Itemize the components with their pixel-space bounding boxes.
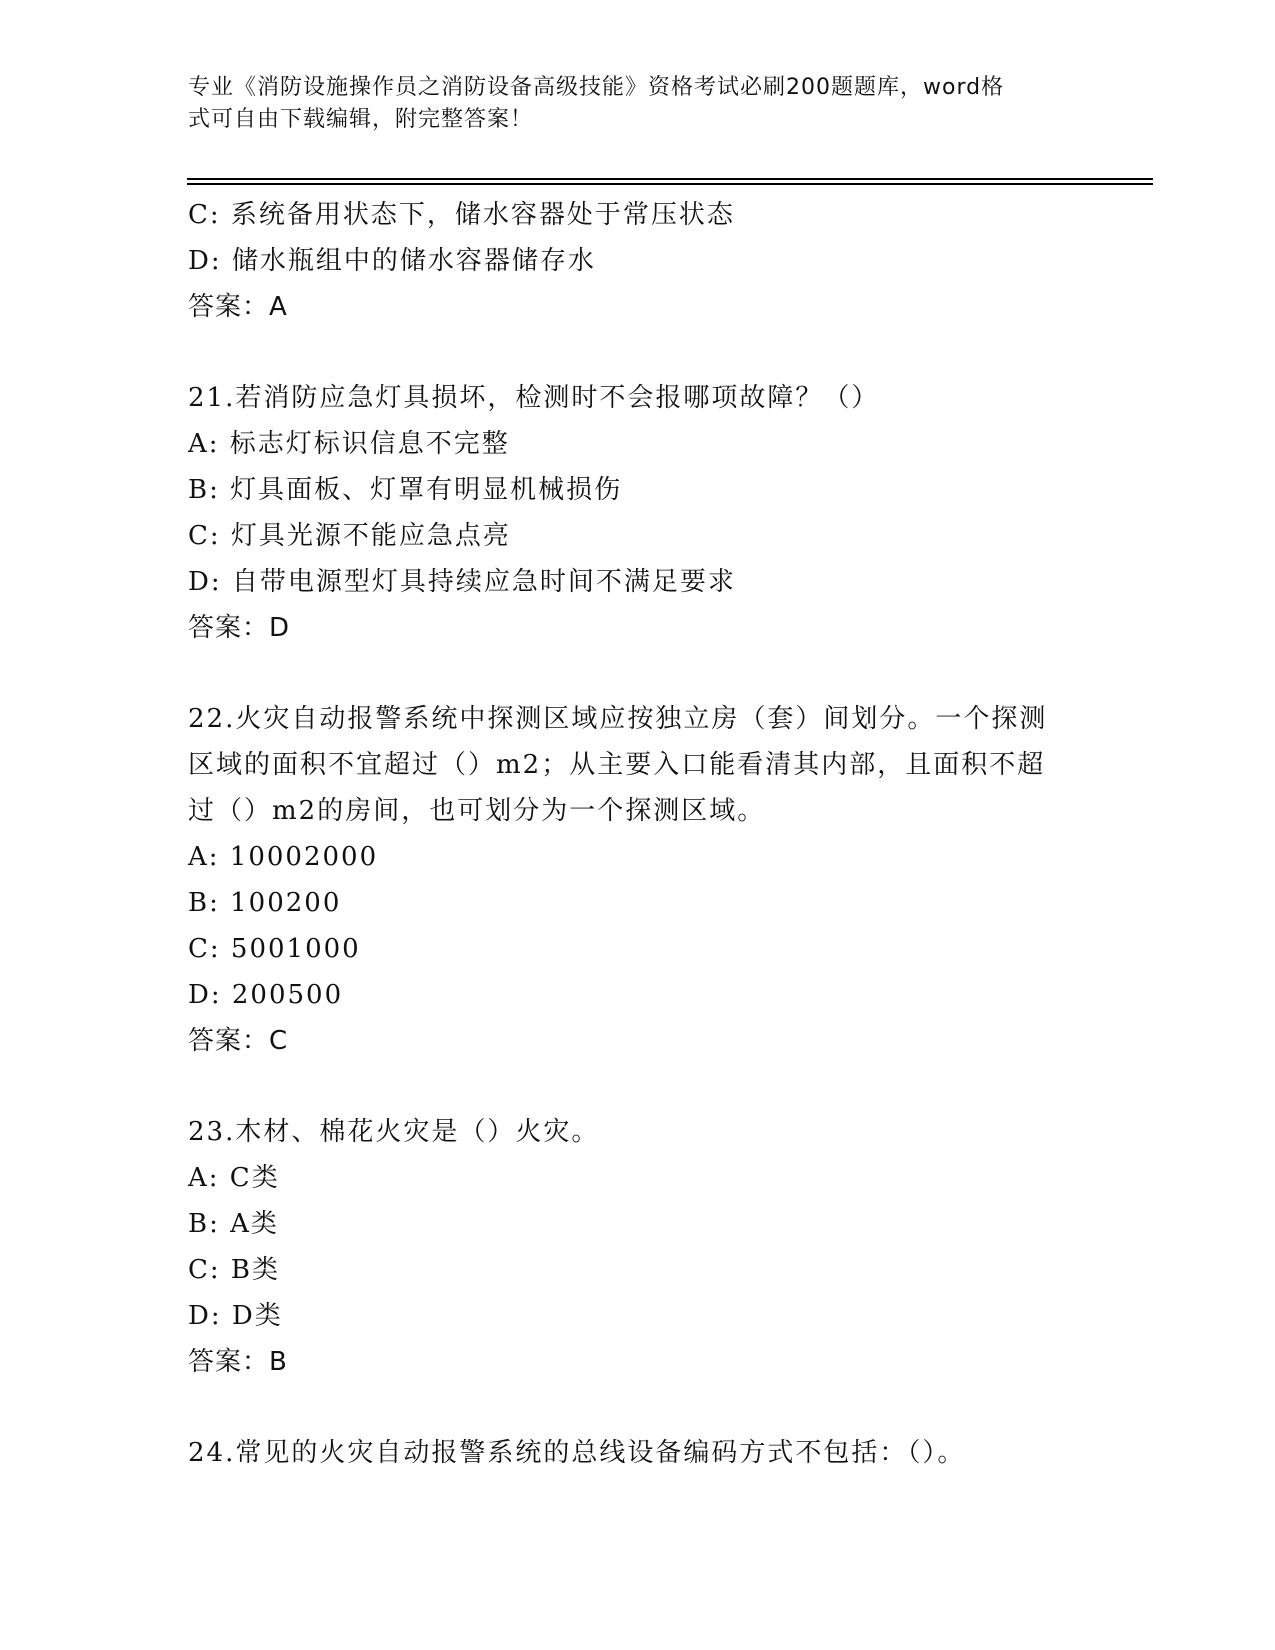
option-d: D: 200500: [188, 980, 344, 1010]
option-d: D: 自带电源型灯具持续应急时间不满足要求: [188, 567, 736, 597]
question-text: 21.若消防应急灯具损坏，检测时不会报哪项故障？（）: [188, 383, 880, 413]
option-a: A: C类: [188, 1163, 280, 1193]
option-b: B: 灯具面板、灯罩有明显机械损伤: [188, 475, 623, 505]
answer: 答案：A: [188, 292, 288, 322]
question-22: [188, 696, 1088, 1064]
header-rule-top: [187, 178, 1153, 180]
option-b: B: A类: [188, 1209, 279, 1239]
header-rule-bottom: [187, 183, 1153, 185]
option-c: C: 灯具光源不能应急点亮: [188, 521, 511, 551]
question-text-line-3: 过（）m2的房间，也可划分为一个探测区域。: [188, 796, 766, 826]
option-a: A: 10002000: [188, 842, 379, 872]
option-b: B: 100200: [188, 888, 342, 918]
question-23: [188, 1109, 1088, 1385]
answer: 答案：B: [188, 1347, 288, 1377]
question-text: 24.常见的火灾自动报警系统的总线设备编码方式不包括：（）。: [188, 1438, 966, 1468]
question-21: [188, 375, 1088, 651]
header-line-2: 式可自由下载编辑，附完整答案！: [188, 107, 534, 132]
option-c: C: 5001000: [188, 934, 361, 964]
option-d: D: 储水瓶组中的储水容器储存水: [188, 246, 596, 276]
header-line-1: 专业《消防设施操作员之消防设备高级技能》资格考试必刷200题题库，word格: [188, 75, 1005, 100]
document-body: [188, 192, 1088, 1476]
option-a: A: 标志灯标识信息不完整: [188, 429, 510, 459]
answer: 答案：C: [188, 1026, 289, 1056]
option-d: D: D类: [188, 1301, 283, 1331]
document-header: [188, 72, 1068, 136]
question-text: 23.木材、棉花火灾是（）火灾。: [188, 1117, 600, 1147]
answer: 答案：D: [188, 613, 291, 643]
question-text-line-1: 22.火灾自动报警系统中探测区域应按独立房（套）间划分。一个探测: [188, 704, 1048, 734]
question-24: [188, 1430, 1088, 1476]
question-text-line-2: 区域的面积不宜超过（）m2；从主要入口能看清其内部，且面积不超: [188, 750, 1046, 780]
option-c: C: B类: [188, 1255, 281, 1285]
option-c: C: 系统备用状态下，储水容器处于常压状态: [188, 200, 735, 230]
